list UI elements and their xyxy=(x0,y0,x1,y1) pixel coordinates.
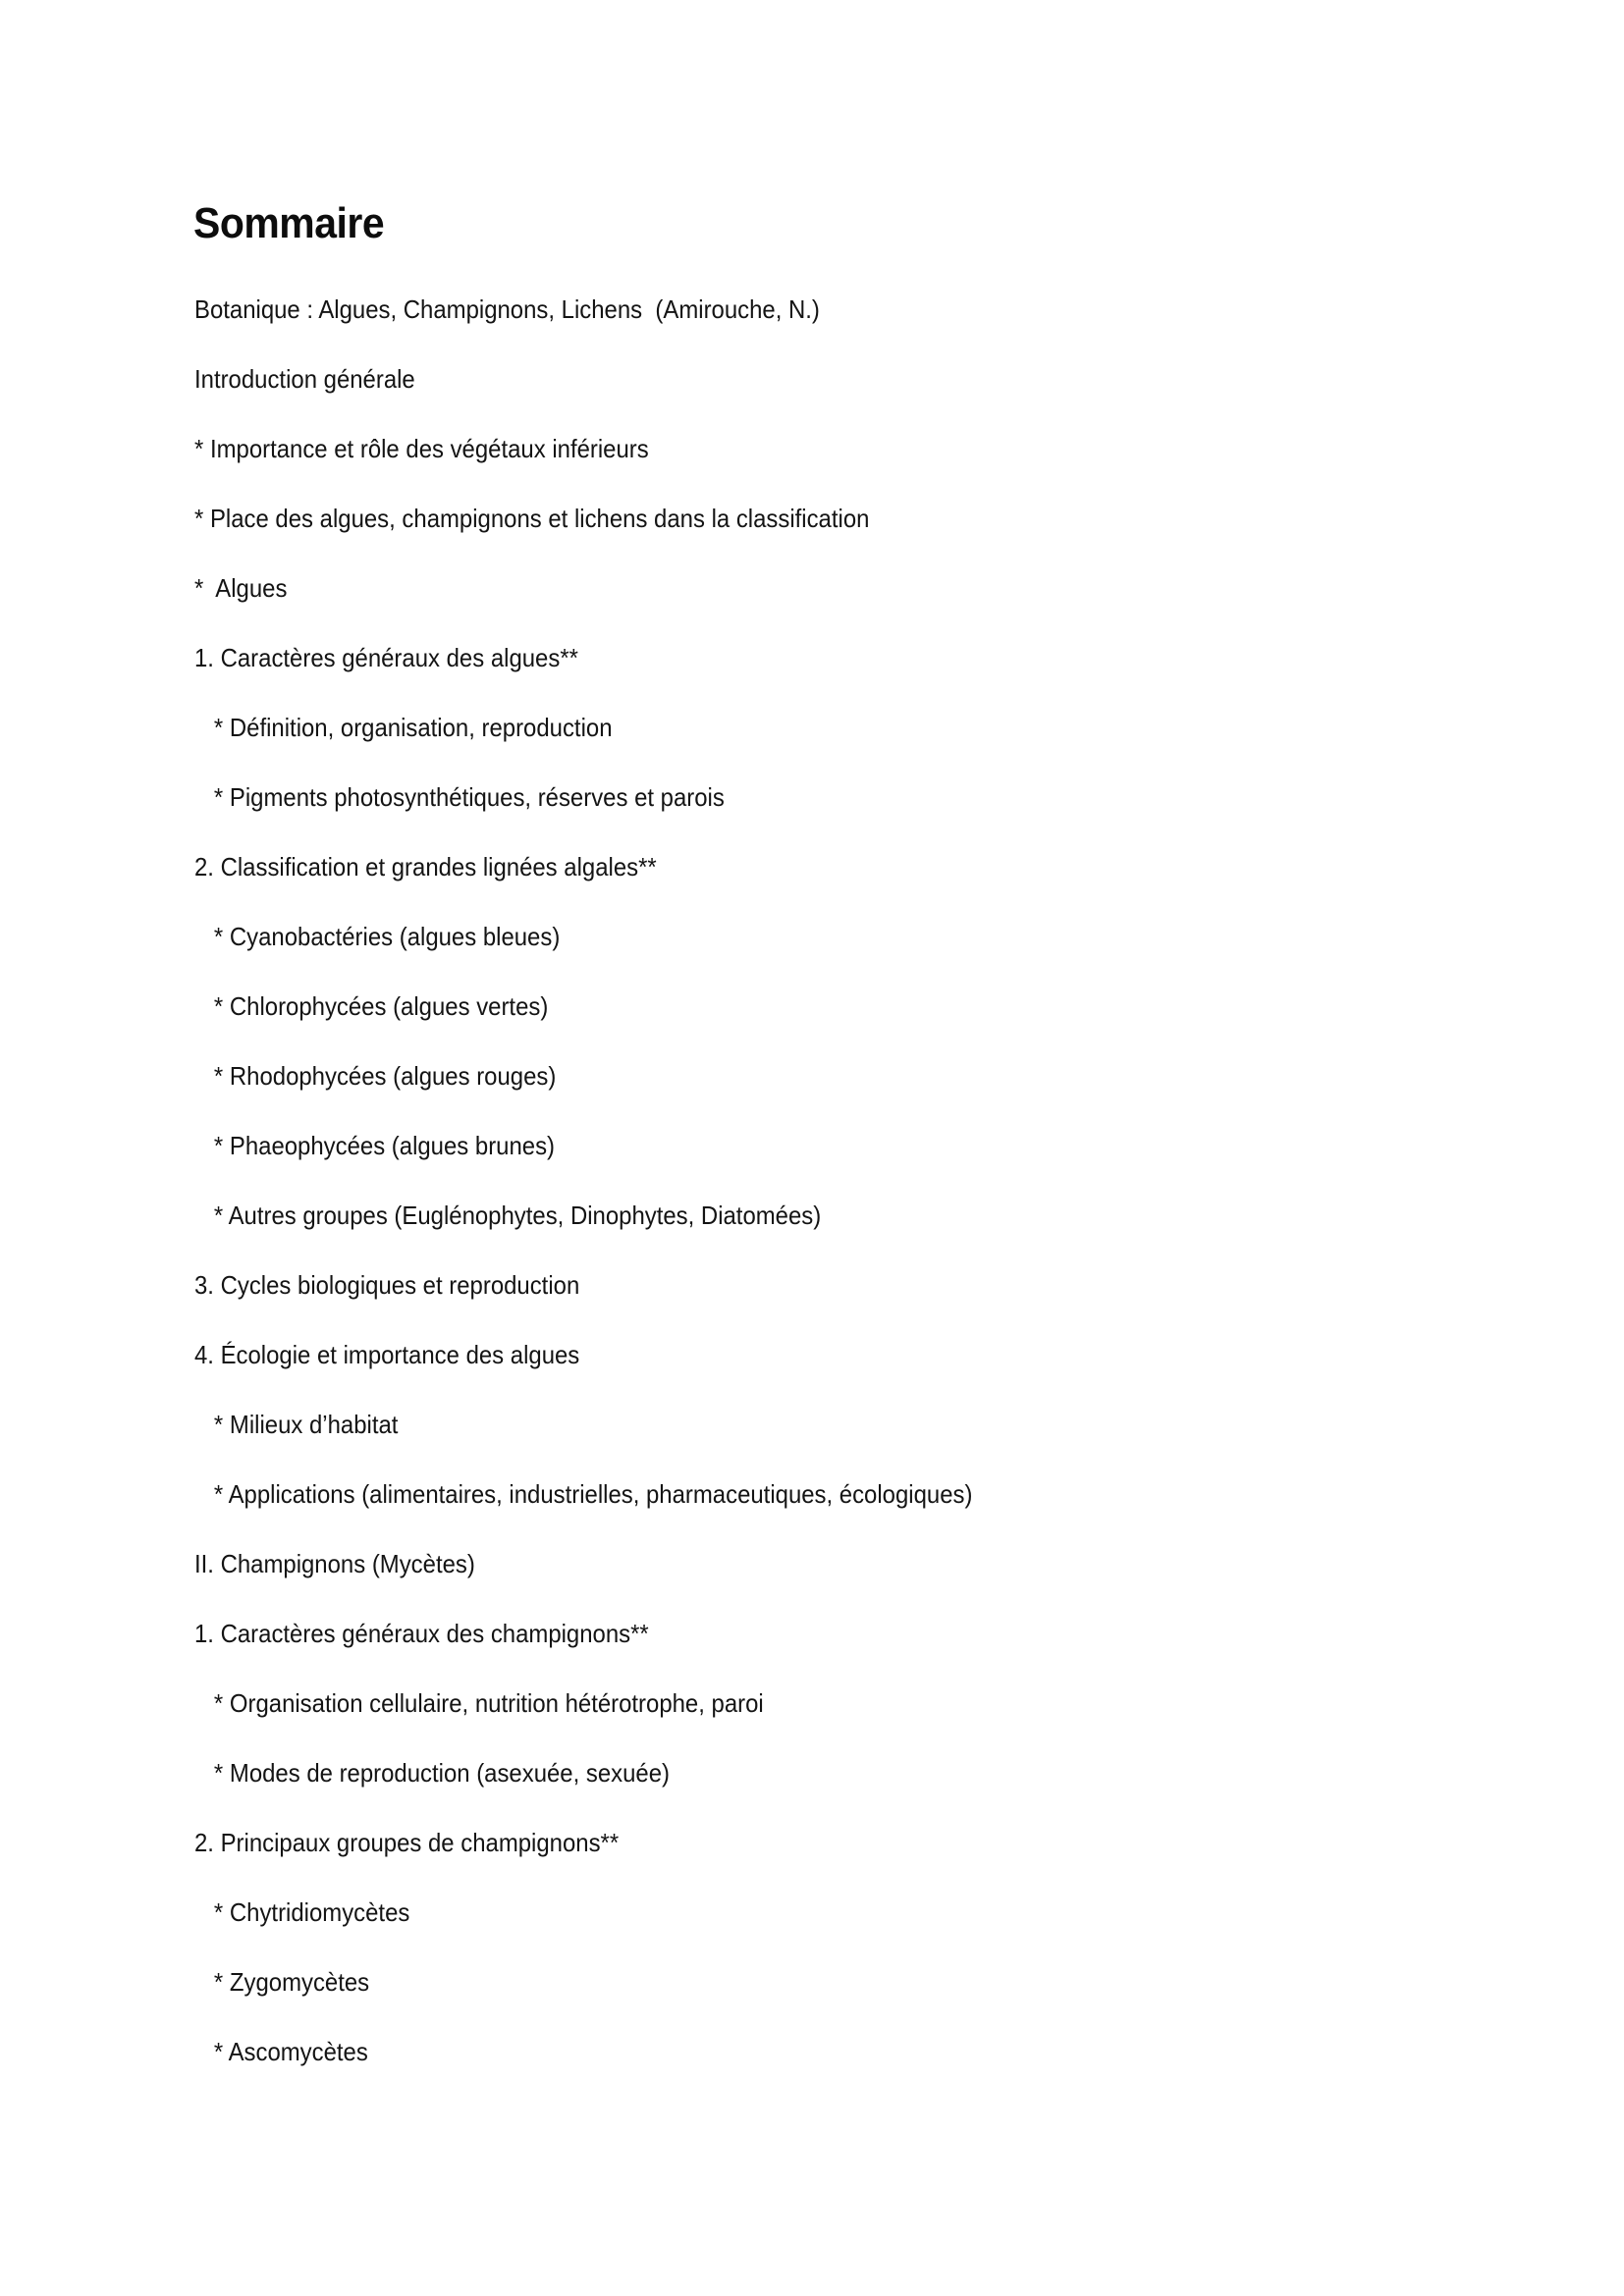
toc-item: * Importance et rôle des végétaux inférieurs xyxy=(194,434,649,463)
toc-course-heading: Botanique : Algues, Champignons, Lichens (Amirouche, N.) xyxy=(194,294,820,324)
toc-section-champignons: II. Champignons (Mycètes) xyxy=(194,1549,475,1578)
toc-item: * Rhodophycées (algues rouges) xyxy=(194,1061,557,1091)
toc-item: * Modes de reproduction (asexuée, sexuée) xyxy=(194,1758,671,1788)
toc-item: * Autres groupes (Euglénophytes, Dinophytes, Diatomées) xyxy=(194,1201,822,1230)
toc-item: * Phaeophycées (algues brunes) xyxy=(194,1131,556,1160)
toc-item: * Ascomycètes xyxy=(194,2037,368,2066)
toc-item: * Place des algues, champignons et lichens dans la classification xyxy=(194,504,870,533)
toc-section-algues: * Algues xyxy=(194,573,288,603)
toc-subsection: 2. Classification et grandes lignées algales** xyxy=(194,852,657,881)
table-of-contents xyxy=(194,293,1040,2105)
toc-subsection: 1. Caractères généraux des champignons** xyxy=(194,1619,649,1648)
toc-subsection: 1. Caractères généraux des algues** xyxy=(194,643,578,672)
toc-item: * Pigments photosynthétiques, réserves et parois xyxy=(194,782,725,812)
toc-item: * Cyanobactéries (algues bleues) xyxy=(194,922,561,951)
toc-section-introduction: Introduction générale xyxy=(194,364,415,394)
toc-subsection: 4. Écologie et importance des algues xyxy=(194,1340,580,1369)
toc-item: * Définition, organisation, reproduction xyxy=(194,713,613,742)
toc-item: * Milieux d’habitat xyxy=(194,1410,399,1439)
toc-item: * Zygomycètes xyxy=(194,1967,370,1997)
toc-subsection: 3. Cycles biologiques et reproduction xyxy=(194,1270,580,1300)
page-title: Sommaire xyxy=(193,199,385,247)
toc-item: * Chytridiomycètes xyxy=(194,1897,410,1927)
toc-item: * Chlorophycées (algues vertes) xyxy=(194,991,549,1021)
toc-item: * Applications (alimentaires, industrielles, pharmaceutiques, écologiques) xyxy=(194,1479,973,1509)
toc-subsection: 2. Principaux groupes de champignons** xyxy=(194,1828,620,1857)
toc-item: * Organisation cellulaire, nutrition hétérotrophe, paroi xyxy=(194,1688,764,1718)
